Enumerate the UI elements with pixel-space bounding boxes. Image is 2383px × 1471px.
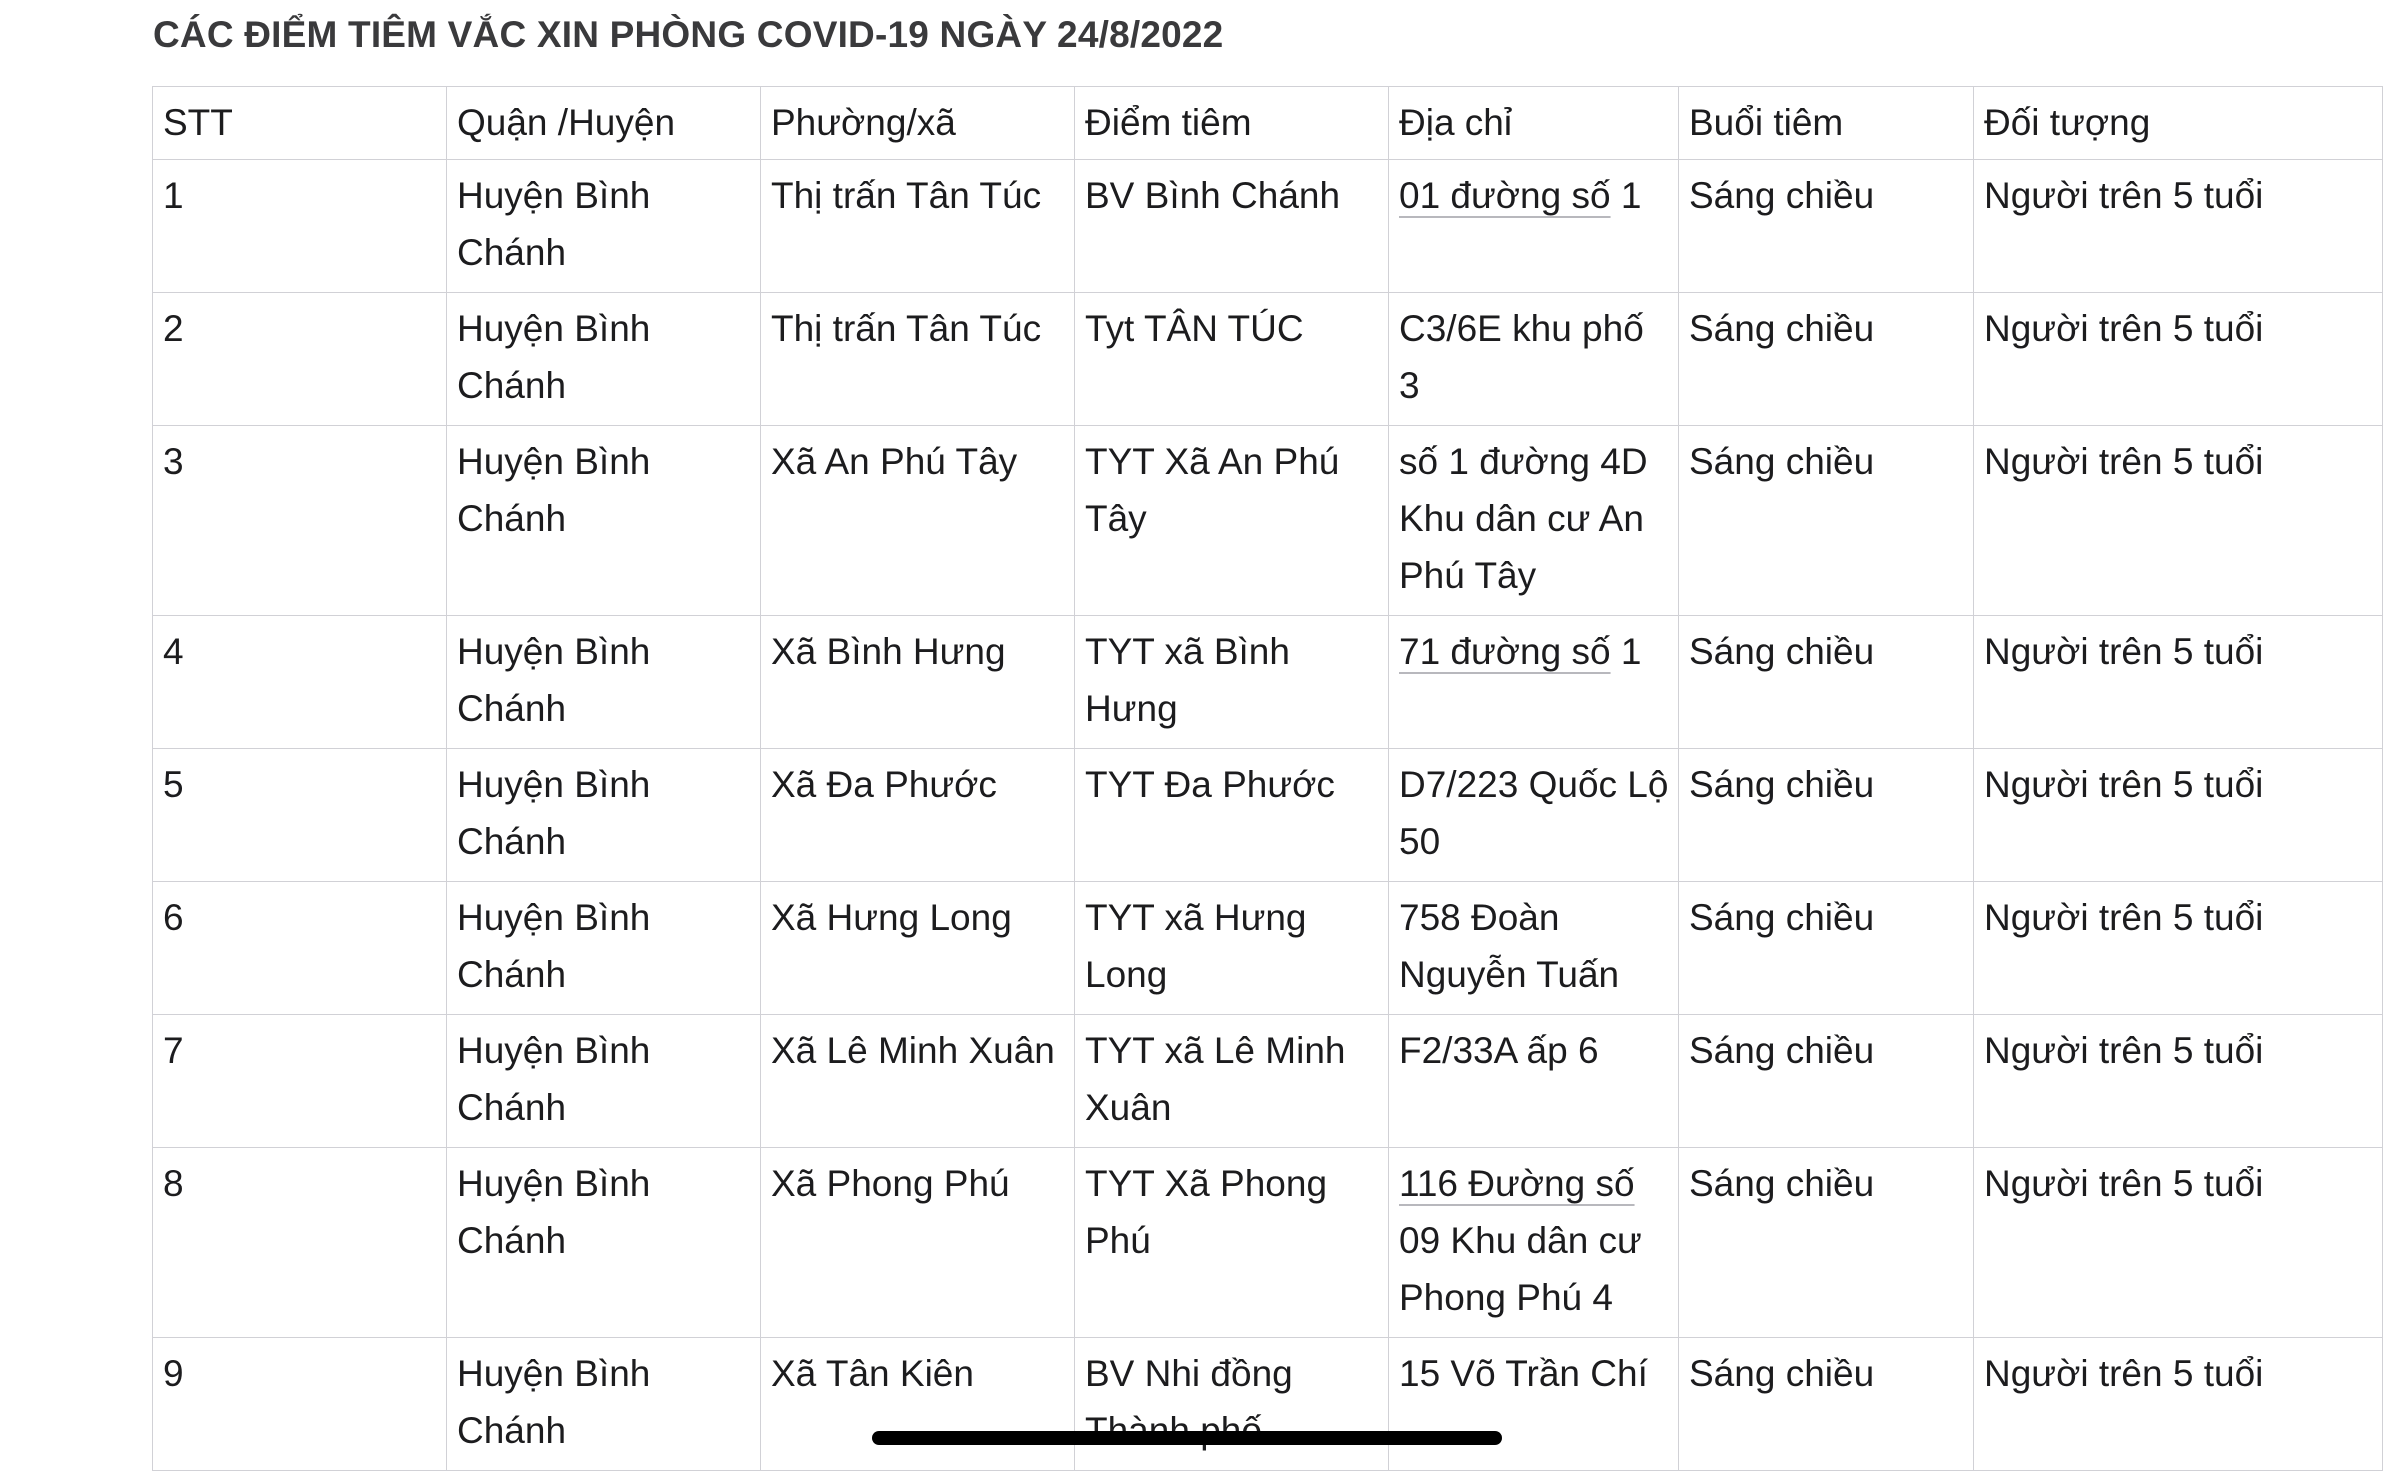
- address-text: 1: [1610, 631, 1642, 672]
- table-row: [153, 749, 2383, 882]
- cell-session: Sáng chiều: [1679, 1015, 1974, 1148]
- home-indicator: [872, 1431, 1502, 1445]
- cell-site: BV Bình Chánh: [1075, 160, 1389, 293]
- header-district: Quận /Huyện: [447, 87, 761, 160]
- table-row: [153, 616, 2383, 749]
- cell-target: Người trên 5 tuổi: [1974, 882, 2383, 1015]
- cell-session: Sáng chiều: [1679, 1148, 1974, 1338]
- cell-ward: Xã Hưng Long: [761, 882, 1075, 1015]
- cell-address: [1389, 1015, 1679, 1148]
- header-ward: Phường/xã: [761, 87, 1075, 160]
- cell-address: [1389, 1338, 1679, 1471]
- cell-district: Huyện Bình Chánh: [447, 160, 761, 293]
- address-link[interactable]: 01 đường số: [1399, 175, 1611, 216]
- address-text: 09 Khu dân cư Phong Phú 4: [1399, 1220, 1642, 1318]
- header-stt: STT: [153, 87, 447, 160]
- cell-ward: Xã Đa Phước: [761, 749, 1075, 882]
- table-row: [153, 1338, 2383, 1471]
- table-row: [153, 882, 2383, 1015]
- cell-target: Người trên 5 tuổi: [1974, 1148, 2383, 1338]
- cell-address: [1389, 160, 1679, 293]
- cell-district: Huyện Bình Chánh: [447, 293, 761, 426]
- cell-session: Sáng chiều: [1679, 749, 1974, 882]
- cell-target: Người trên 5 tuổi: [1974, 1338, 2383, 1471]
- cell-ward: Xã Phong Phú: [761, 1148, 1075, 1338]
- address-text: 15 Võ Trần Chí: [1399, 1353, 1648, 1394]
- cell-district: Huyện Bình Chánh: [447, 1015, 761, 1148]
- cell-target: Người trên 5 tuổi: [1974, 616, 2383, 749]
- cell-site: TYT xã Bình Hưng: [1075, 616, 1389, 749]
- header-session: Buổi tiêm: [1679, 87, 1974, 160]
- cell-address: [1389, 1148, 1679, 1338]
- cell-ward: Thị trấn Tân Túc: [761, 160, 1075, 293]
- cell-target: Người trên 5 tuổi: [1974, 1015, 2383, 1148]
- header-site: Điểm tiêm: [1075, 87, 1389, 160]
- table-row: [153, 293, 2383, 426]
- cell-stt: 6: [153, 882, 447, 1015]
- address-text: F2/33A ấp 6: [1399, 1030, 1599, 1071]
- cell-address: [1389, 293, 1679, 426]
- cell-session: Sáng chiều: [1679, 882, 1974, 1015]
- cell-target: Người trên 5 tuổi: [1974, 749, 2383, 882]
- cell-district: Huyện Bình Chánh: [447, 749, 761, 882]
- cell-district: Huyện Bình Chánh: [447, 616, 761, 749]
- cell-site: Tyt TÂN TÚC: [1075, 293, 1389, 426]
- cell-ward: Thị trấn Tân Túc: [761, 293, 1075, 426]
- cell-district: Huyện Bình Chánh: [447, 882, 761, 1015]
- cell-address: [1389, 749, 1679, 882]
- cell-session: Sáng chiều: [1679, 1338, 1974, 1471]
- address-link[interactable]: 116 Đường số: [1399, 1163, 1635, 1204]
- cell-ward: Xã Bình Hưng: [761, 616, 1075, 749]
- cell-session: Sáng chiều: [1679, 426, 1974, 616]
- cell-site: TYT xã Hưng Long: [1075, 882, 1389, 1015]
- cell-stt: 7: [153, 1015, 447, 1148]
- cell-district: Huyện Bình Chánh: [447, 1148, 761, 1338]
- cell-site: TYT Xã An Phú Tây: [1075, 426, 1389, 616]
- table-body: [153, 160, 2383, 1471]
- cell-stt: 4: [153, 616, 447, 749]
- cell-site: TYT xã Lê Minh Xuân: [1075, 1015, 1389, 1148]
- cell-target: Người trên 5 tuổi: [1974, 293, 2383, 426]
- cell-ward: Xã Tân Kiên: [761, 1338, 1075, 1471]
- cell-stt: 1: [153, 160, 447, 293]
- cell-address: [1389, 616, 1679, 749]
- table-scroll-container[interactable]: [152, 86, 2264, 1466]
- address-text: D7/223 Quốc Lộ 50: [1399, 764, 1669, 862]
- address-text: C3/6E khu phố 3: [1399, 308, 1644, 406]
- header-target: Đối tượng: [1974, 87, 2383, 160]
- address-text: số 1 đường 4D Khu dân cư An Phú Tây: [1399, 441, 1648, 596]
- table-row: [153, 426, 2383, 616]
- page-title: CÁC ĐIỂM TIÊM VẮC XIN PHÒNG COVID-19 NGÀY 24/8/2022: [153, 14, 1224, 55]
- cell-site: TYT Xã Phong Phú: [1075, 1148, 1389, 1338]
- cell-session: Sáng chiều: [1679, 616, 1974, 749]
- cell-ward: Xã An Phú Tây: [761, 426, 1075, 616]
- vaccination-sites-table: [152, 86, 2383, 1471]
- cell-stt: 9: [153, 1338, 447, 1471]
- cell-session: Sáng chiều: [1679, 293, 1974, 426]
- cell-stt: 5: [153, 749, 447, 882]
- address-text: 758 Đoàn Nguyễn Tuấn: [1399, 897, 1620, 995]
- cell-stt: 8: [153, 1148, 447, 1338]
- cell-ward: Xã Lê Minh Xuân: [761, 1015, 1075, 1148]
- address-text: 1: [1610, 175, 1642, 216]
- cell-stt: 2: [153, 293, 447, 426]
- cell-district: Huyện Bình Chánh: [447, 1338, 761, 1471]
- cell-site: TYT Đa Phước: [1075, 749, 1389, 882]
- header-address: Địa chỉ: [1389, 87, 1679, 160]
- cell-site: BV Nhi đồng: [1075, 1338, 1389, 1471]
- cell-target: Người trên 5 tuổi: [1974, 426, 2383, 616]
- table-row: [153, 1015, 2383, 1148]
- cell-address: [1389, 882, 1679, 1015]
- table-row: [153, 160, 2383, 293]
- cell-address: [1389, 426, 1679, 616]
- table-header-row: [153, 87, 2383, 160]
- cell-district: Huyện Bình Chánh: [447, 426, 761, 616]
- cell-session: Sáng chiều: [1679, 160, 1974, 293]
- table-row: [153, 1148, 2383, 1338]
- cell-stt: 3: [153, 426, 447, 616]
- cell-target: Người trên 5 tuổi: [1974, 160, 2383, 293]
- address-link[interactable]: 71 đường số: [1399, 631, 1611, 672]
